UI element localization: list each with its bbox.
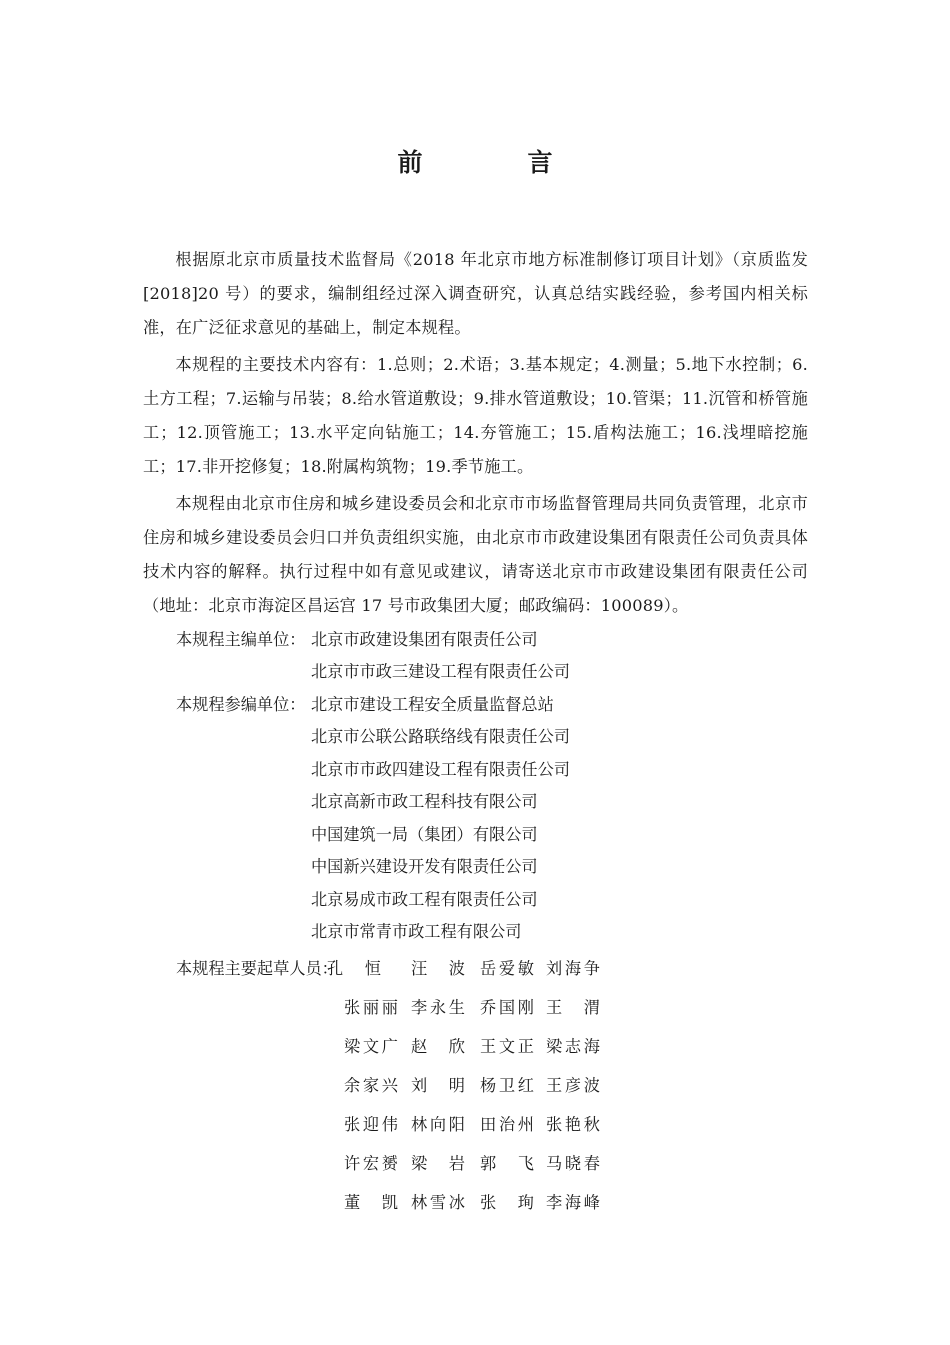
drafter-name: 余家兴 — [344, 1076, 398, 1095]
drafter-name: 汪 波 — [411, 959, 465, 978]
paragraph-management: 本规程由北京市住房和城乡建设委员会和北京市市场监督管理局共同负责管理，北京市住房和城乡建设委员会归口并负责组织实施，由北京市市政建设集团有限责任公司负责具体技术内容的解释。执行过程中如有意见或建议，请寄送北京市市政建设集团有限责任公司（地址：北京市海淀区昌运宫 17 号市政集团大厦；邮政编码：100089）。 — [143, 494, 808, 615]
chief-unit: 北京市政建设集团有限责任公司 — [311, 630, 538, 649]
drafter-name: 郭 飞 — [480, 1154, 534, 1173]
drafter-name: 张丽丽 — [344, 998, 398, 1017]
drafter-name: 岳爱敏 — [480, 959, 534, 978]
drafter-name: 刘海争 — [546, 959, 600, 978]
participating-unit: 中国新兴建设开发有限责任公司 — [311, 857, 538, 876]
drafter-name: 杨卫红 — [480, 1076, 534, 1095]
paragraph-background: 根据原北京市质量技术监督局《2018 年北京市地方标准制修订项目计划》（京质监发[2018]20 号）的要求，编制组经过深入调查研究，认真总结实践经验，参考国内相关标准，在广泛征求意见的基础上，制定本规程。 — [143, 250, 808, 337]
drafter-name: 李永生 — [411, 998, 465, 1017]
drafter-name: 田治州 — [480, 1115, 534, 1134]
drafter-name: 董 凯 — [344, 1193, 398, 1212]
drafter-name: 孔 恒 — [327, 959, 381, 978]
drafter-name: 林雪冰 — [411, 1193, 465, 1212]
participating-units-label: 本规程参编单位： — [176, 695, 306, 714]
drafter-name: 马晓春 — [546, 1154, 600, 1173]
drafter-name: 王彦波 — [546, 1076, 600, 1095]
participating-unit: 北京市公联公路联络线有限责任公司 — [311, 727, 570, 746]
chief-units-label: 本规程主编单位： — [176, 630, 306, 649]
chief-unit: 北京市市政三建设工程有限责任公司 — [311, 662, 570, 681]
participating-unit: 北京易成市政工程有限责任公司 — [311, 890, 538, 909]
drafter-name: 王文正 — [480, 1037, 534, 1056]
drafter-name: 李海峰 — [546, 1193, 600, 1212]
drafter-name: 刘 明 — [411, 1076, 465, 1095]
drafter-name: 乔国刚 — [480, 998, 534, 1017]
drafter-name: 梁文广 — [344, 1037, 398, 1056]
drafter-name: 赵 欣 — [411, 1037, 465, 1056]
participating-unit: 北京市建设工程安全质量监督总站 — [311, 695, 554, 714]
drafter-name: 张 珣 — [480, 1193, 534, 1212]
drafter-name: 林向阳 — [411, 1115, 465, 1134]
drafter-name: 梁志海 — [546, 1037, 600, 1056]
document-body — [143, 243, 808, 1212]
participating-unit: 北京高新市政工程科技有限公司 — [311, 792, 538, 811]
participating-unit: 中国建筑一局（集团）有限公司 — [311, 825, 538, 844]
participating-unit: 北京市常青市政工程有限公司 — [311, 922, 522, 941]
drafter-name: 王 渭 — [546, 998, 600, 1017]
drafter-name: 许宏赟 — [344, 1154, 398, 1173]
drafter-name: 张迎伟 — [344, 1115, 398, 1134]
paragraph-technical-contents: 本规程的主要技术内容有：1.总则；2.术语；3.基本规定；4.测量；5.地下水控制；6.土方工程；7.运输与吊装；8.给水管道敷设；9.排水管道敷设；10.管渠；11.沉管和桥管施工；12.顶管施工；13.水平定向钻施工；14.夯管施工；15.盾构法施工；16.浅埋暗挖施工；17.非开挖修复；18.附属构筑物；19.季节施工。 — [143, 355, 808, 476]
drafter-name: 梁 岩 — [411, 1154, 465, 1173]
drafter-name: 张艳秋 — [546, 1115, 600, 1134]
participating-unit: 北京市市政四建设工程有限责任公司 — [311, 760, 570, 779]
drafters-label: 本规程主要起草人员： — [176, 959, 338, 978]
page-title: 前 言 — [397, 148, 593, 177]
